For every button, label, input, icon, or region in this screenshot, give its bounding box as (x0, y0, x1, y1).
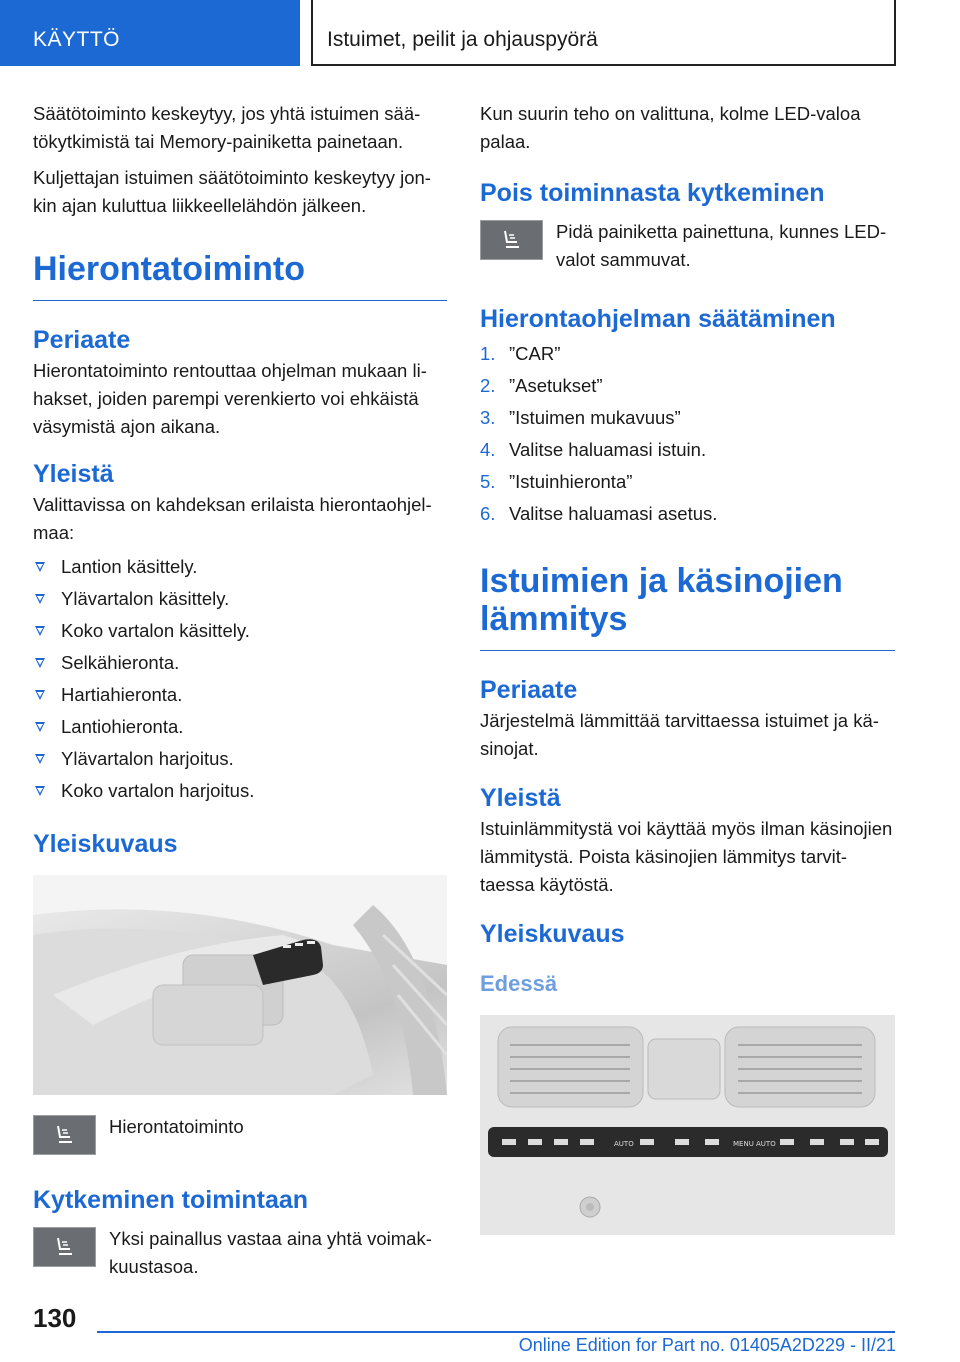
panel-label: AUTO (614, 1140, 634, 1148)
heading-overview: Yleiskuvaus (33, 830, 178, 858)
heading-seat-armrest-heating: Istuimien ja käsinojien lämmitys (480, 562, 895, 651)
climate-panel-photo (480, 1015, 895, 1235)
list-item: Selkähieronta. (33, 647, 447, 679)
triangle-bullet-icon (35, 722, 45, 732)
list-item: 4. Valitse haluamasi istuin. (480, 439, 707, 460)
general-paragraph: Valittavissa on kahdeksan erilaista hierontaohjelmaa: (33, 494, 432, 543)
door-panel-photo (33, 875, 447, 1095)
switching-on-row (33, 1225, 447, 1281)
heating-principle-paragraph: Järjestelmä lämmittää tarvittaessa istuimet ja käsinojat. (480, 710, 879, 759)
list-item: Lantiohieronta. (33, 711, 447, 743)
heading-program-adjust: Hierontaohjelman säätäminen (480, 305, 836, 333)
panel-label: AUTO (756, 1140, 776, 1148)
max-power-paragraph: Kun suurin teho on valittuna, kolme LED-valoa palaa. (480, 103, 861, 152)
massage-program-list (33, 551, 447, 807)
triangle-bullet-icon (35, 754, 45, 764)
heading-switching-off: Pois toiminnasta kytkeminen (480, 179, 825, 207)
heading-overview-heating: Yleiskuvaus (480, 920, 625, 948)
list-item: 1. ”CAR” (480, 343, 561, 364)
list-item: 6. Valitse haluamasi asetus. (480, 503, 718, 524)
triangle-bullet-icon (35, 658, 45, 668)
switching-on-text: Yksi painallus vastaa aina yhtä voimakkuustasoa. (109, 1228, 432, 1277)
header-section-tab (0, 0, 300, 66)
list-item: Ylävartalon harjoitus. (33, 743, 447, 775)
switching-off-row (480, 218, 895, 274)
seat-massage-icon (480, 220, 543, 260)
door-panel-illustration (33, 875, 447, 1095)
principle-paragraph: Hierontatoiminto rentouttaa ohjelman mukaan lihakset, joiden parempi verenkierto voi ehkäistä väsymistä ajon aikana. (33, 360, 427, 437)
intro-paragraph-2: Kuljettajan istuimen säätötoiminto keskeytyy jonkin ajan kuluttua liikkeellelähdön jälkeen. (33, 167, 431, 216)
heading-massage-function: Hierontatoiminto (33, 250, 447, 301)
list-item: Lantion käsittely. (33, 551, 447, 583)
massage-icon-caption: Hierontatoiminto (109, 1116, 244, 1137)
heating-general-paragraph: Istuinlämmitystä voi käyttää myös ilman käsinojien lämmitystä. Poista käsinojien lämmitys tarvittaessa käytöstä. (480, 818, 893, 895)
list-item: 5. ”Istuinhieronta” (480, 471, 633, 492)
massage-icon-caption-row (33, 1113, 447, 1155)
heading-principle-heating: Periaate (480, 676, 578, 704)
list-item: Koko vartalon käsittely. (33, 615, 447, 647)
seat-massage-icon (33, 1227, 96, 1267)
header-section-label: KÄYTTÖ (33, 28, 121, 51)
header-chapter-box (311, 0, 896, 66)
triangle-bullet-icon (35, 786, 45, 796)
heading-switching-on: Kytkeminen toimintaan (33, 1186, 309, 1214)
footer-divider (97, 1331, 895, 1333)
triangle-bullet-icon (35, 594, 45, 604)
footer-edition: Online Edition for Part no. 01405A2D229 - II/21 (518, 1335, 896, 1355)
heading-general-heating: Yleistä (480, 784, 561, 812)
heading-principle: Periaate (33, 326, 131, 354)
triangle-bullet-icon (35, 562, 45, 572)
left-column (33, 100, 447, 1281)
list-item: Ylävartalon käsittely. (33, 583, 447, 615)
header-chapter-label: Istuimet, peilit ja ohjauspyörä (327, 28, 598, 51)
list-item: 3. ”Istuimen mukavuus” (480, 407, 681, 428)
triangle-bullet-icon (35, 690, 45, 700)
list-item: Koko vartalon harjoitus. (33, 775, 447, 807)
intro-paragraph-1: Säätötoiminto keskeytyy, jos yhtä istuimen säätökytkimistä tai Memory-painiketta painetaan. (33, 103, 421, 152)
climate-panel-illustration (480, 1015, 895, 1235)
triangle-bullet-icon (35, 626, 45, 636)
right-column (480, 100, 895, 1235)
program-adjust-steps (480, 338, 895, 530)
page-number: 130 (33, 1303, 77, 1333)
list-item: Hartiahieronta. (33, 679, 447, 711)
switching-off-text: Pidä painiketta painettuna, kunnes LED-valot sammuvat. (556, 221, 887, 270)
heading-general: Yleistä (33, 460, 114, 488)
list-item: 2. ”Asetukset” (480, 375, 603, 396)
seat-massage-icon (33, 1115, 96, 1155)
panel-label: MENU (733, 1140, 754, 1148)
heading-front: Edessä (480, 971, 558, 996)
